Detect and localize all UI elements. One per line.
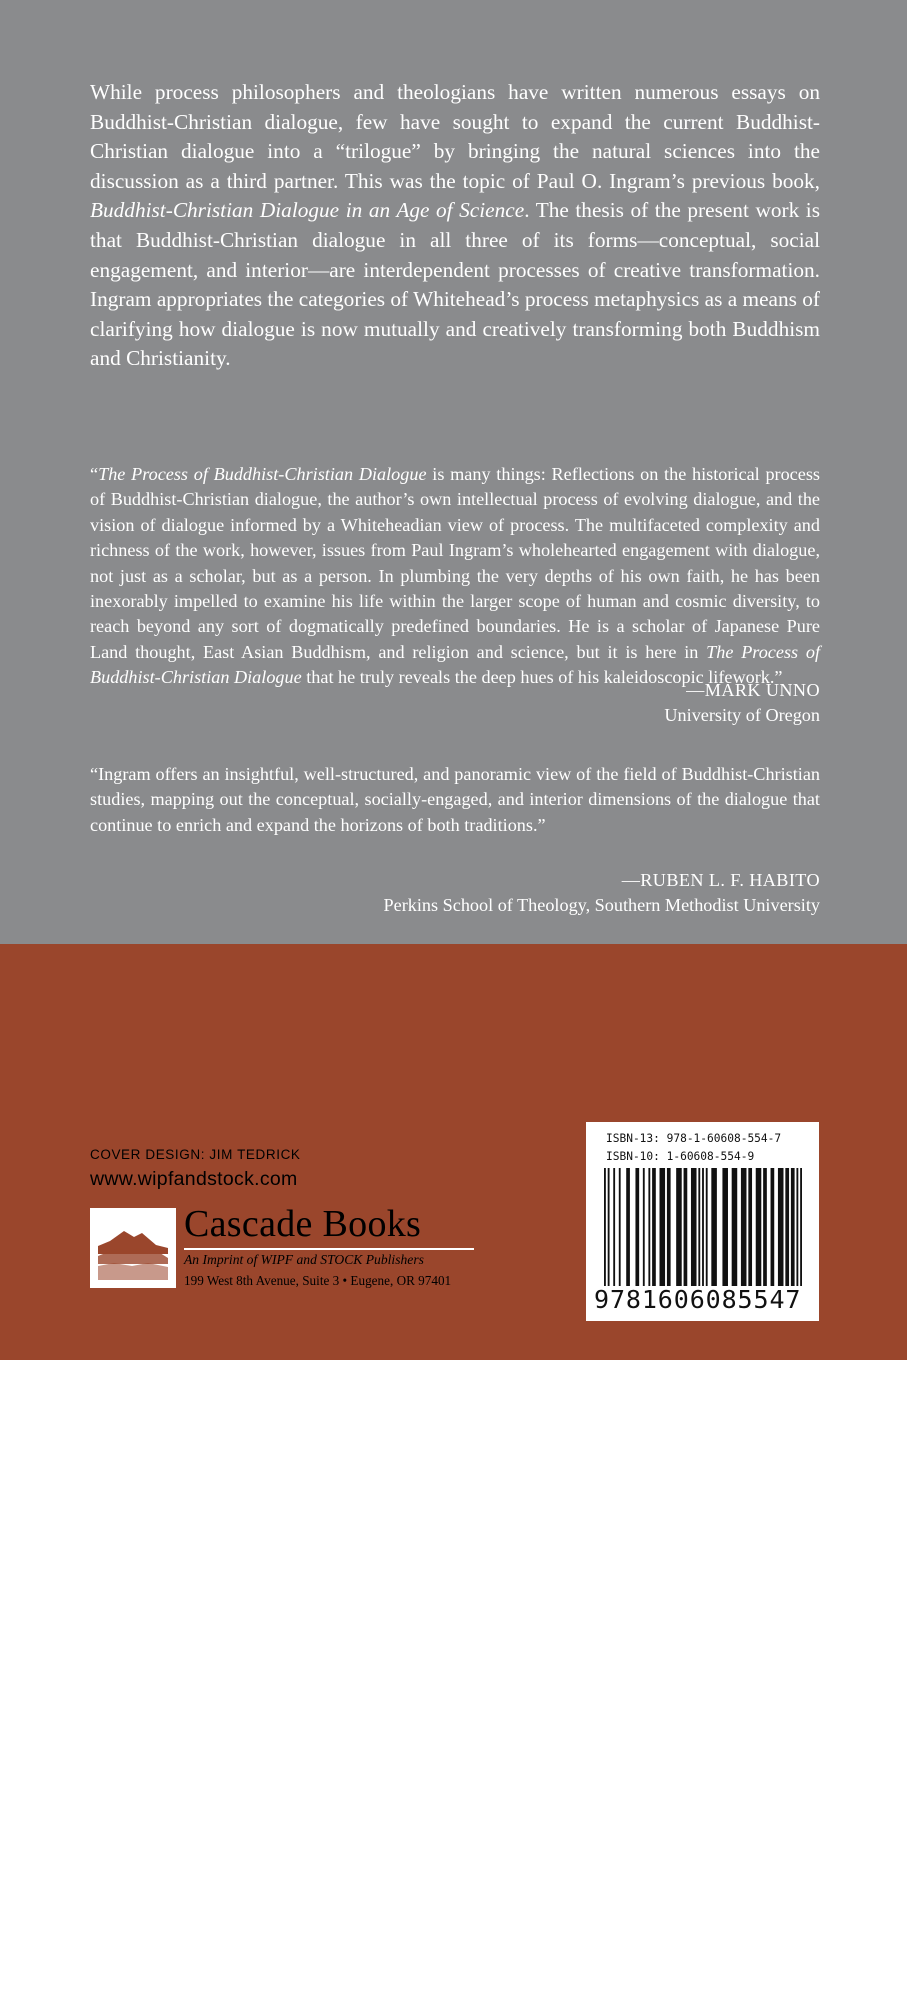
bio-book-2: Wrestling with God (90, 1969, 234, 1991)
barcode-bar (676, 1168, 682, 1286)
isbn-13-label: ISBN-13: 978-1-60608-554-7 (606, 1132, 782, 1145)
ean-digits: 9781606085547 (594, 1285, 802, 1314)
barcode-bar (702, 1168, 704, 1286)
description-part-1: While process philosophers and theologians have written numerous essays on Buddhist-Christian dialogue, few have sought to expand the current Buddhist-Christian dialogue into a “trilogue” by bringing the natural sciences into the discussion as a third partner. This was the topic of Paul O. Ingram’s previous book, (90, 80, 820, 193)
endorser-affiliation: University of Oregon (664, 705, 820, 726)
description-panel (0, 0, 907, 944)
bio-text: is Professor of Religion Emeritus at Pacific Lutheran University in Tacoma, Washington. He is the author of (90, 1915, 820, 1964)
barcode-bar (626, 1168, 630, 1286)
bio-separator-2: , and (233, 1969, 275, 1991)
bio-separator-1: , (815, 1942, 820, 1964)
endorser-name: —RUBEN L. F. HABITO (621, 870, 820, 890)
description-book-title: Buddhist-Christian Dialogue in an Age of Science (90, 198, 525, 223)
isbn-10-label: ISBN-10: 1-60608-554-9 (606, 1150, 755, 1163)
barcode-bar (648, 1168, 650, 1286)
author-bio (90, 1912, 820, 1994)
barcode-bar (698, 1168, 700, 1286)
barcode-bar (771, 1168, 775, 1286)
endorsement-text-b: that he truly reveals the deep hues of his kaleidoscopic lifework.” (301, 667, 783, 688)
barcode-bar (785, 1168, 789, 1286)
barcode-bar (643, 1168, 645, 1286)
barcode-bar (741, 1168, 747, 1286)
barcode-bar (800, 1168, 802, 1286)
endorser-name: —MARK UNNO (686, 680, 820, 700)
endorsement-unno-attribution (664, 678, 820, 729)
bio-book-3: Wrestling with the Ox: A Theology of Religious Experience (274, 1969, 714, 1991)
bio-end: . (713, 1969, 719, 1991)
endorsement-habito-attribution (384, 868, 820, 919)
barcode-bar (791, 1168, 795, 1286)
cover-design-credit: COVER DESIGN: JIM TEDRICK (90, 1147, 301, 1162)
barcode-bar (778, 1168, 784, 1286)
barcode-bar (763, 1168, 767, 1286)
endorsement-unno (90, 462, 820, 691)
barcode-bar (732, 1168, 738, 1286)
book-description (90, 78, 820, 374)
barcode-bar (619, 1168, 621, 1286)
isbn-barcode (586, 1122, 819, 1321)
barcode-bar (796, 1168, 798, 1286)
barcode-bar (711, 1168, 717, 1286)
barcode-bar (608, 1168, 610, 1286)
barcode-bar (652, 1168, 656, 1286)
endorsement-text-a: is many things: Reflections on the historical process of Buddhist-Christian dialogue, the author’s own intellectual process of evolving dialogue, and the vision of dialogue informed by a Whiteheadian view of process. The multifaceted complexity and richness of the work, however, issues from Paul Ingram’s wholehearted engagement with dialogue, not just as a scholar, but as a person. In plumbing the very depths of his own faith, he has been inexorably impelled to examine his life within the larger scope of human and cosmic diversity, to reach beyond any sort of dogmatically predefined boundaries. He is a scholar of Japanese Pure Land thought, East Asian Buddhism, and religion and science, but it is here in (90, 464, 820, 662)
endorsement-book-title-a: The Process of Buddhist-Christian Dialogue (98, 464, 427, 484)
author-name: PAUL O. INGRAM (90, 1915, 274, 1936)
barcode-bar (691, 1168, 697, 1286)
publisher-imprint: An Imprint of WIPF and STOCK Publishers (184, 1252, 424, 1267)
barcode-bars (604, 1168, 802, 1286)
barcode-bar (684, 1168, 688, 1286)
publisher-divider (184, 1248, 474, 1250)
barcode-bar (635, 1168, 639, 1286)
description-part-2: . The thesis of the present work is that Buddhist-Christian dialogue in all three of its forms—conceptual, social engagement, and interior—are interdependent processes of creative transformation. Ingram appropriates the categories of Whitehead’s process metaphysics as a means of clarifying how dialogue is now mutually and creatively transforming both Buddhism and Christianity. (90, 198, 820, 371)
publisher-website[interactable]: www.wipfandstock.com (90, 1168, 298, 1190)
endorsement-open-quote: “ (90, 464, 99, 484)
barcode-bar (706, 1168, 708, 1286)
barcode-bar (604, 1168, 606, 1286)
barcode-bar (667, 1168, 671, 1286)
barcode-bar (756, 1168, 762, 1286)
publisher-address: 199 West 8th Avenue, Suite 3 • Eugene, OR 97401 (184, 1273, 452, 1288)
barcode-bar (748, 1168, 752, 1286)
barcode-bar (613, 1168, 615, 1286)
endorser-affiliation: Perkins School of Theology, Southern Methodist University (383, 895, 820, 916)
endorsement-habito: “Ingram offers an insightful, well-structured, and panoramic view of the field of Buddhist-Christian studies, mapping out the conceptual, socially-engaged, and interior dimensions of the dialogue that continue to enrich and expand the horizons of both traditions.” (90, 764, 820, 835)
barcode-bar (722, 1168, 728, 1286)
bio-book-1: Buddhist-Christian Dialogue in an Age of Science (422, 1942, 816, 1964)
publisher-name: Cascade Books (184, 1203, 422, 1245)
mountain-sun-icon (90, 1208, 176, 1288)
endorsement-book-title-b: The Process of Buddhist-Christian Dialogue (90, 641, 820, 688)
barcode-bar (660, 1168, 666, 1286)
